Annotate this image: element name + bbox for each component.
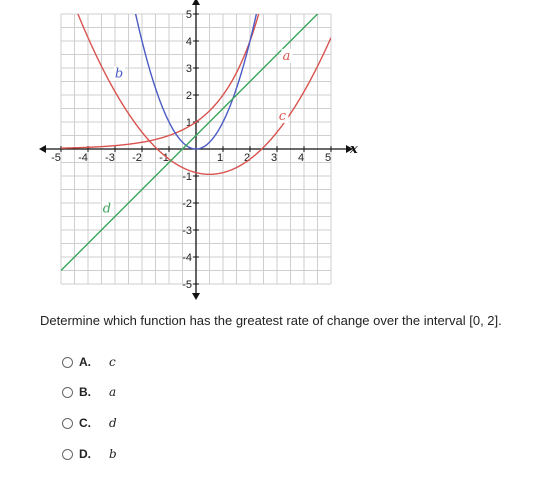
y-tick-label: -4	[182, 252, 192, 264]
radio-button[interactable]	[62, 418, 73, 429]
y-tick-label: -3	[182, 225, 192, 237]
x-tick-label: -5	[51, 152, 61, 164]
radio-button[interactable]	[62, 449, 73, 460]
y-tick-label: -1	[182, 171, 192, 183]
option-value: a	[109, 385, 117, 399]
y-axis-arrow-down	[192, 293, 200, 300]
x-tick-label: -2	[132, 152, 142, 164]
option-value: c	[109, 355, 116, 369]
x-tick-label: 2	[243, 152, 251, 164]
x-tick-label: -4	[78, 152, 88, 164]
radio-button[interactable]	[62, 387, 73, 398]
x-tick-label: 5	[324, 152, 332, 164]
y-tick-label: 5	[185, 9, 192, 21]
curve-label-c: c	[278, 108, 287, 124]
y-tick-label: 1	[185, 117, 192, 129]
x-tick-label: -3	[105, 152, 115, 164]
option-letter: A.	[79, 355, 91, 369]
y-tick-label: 3	[185, 63, 192, 75]
x-axis-arrow-left	[39, 145, 46, 153]
option-letter: C.	[79, 416, 91, 430]
curve-label-a: a	[282, 48, 291, 64]
curve-label-d: d	[102, 201, 112, 217]
option-d[interactable]	[62, 444, 117, 464]
x-axis-name: x	[350, 142, 358, 157]
x-tick-label: 1	[216, 152, 224, 164]
radio-button[interactable]	[62, 357, 73, 368]
y-tick-label: -5	[182, 279, 192, 291]
option-a[interactable]	[62, 352, 116, 372]
x-tick-label: 4	[297, 152, 305, 164]
question-text: Determine which function has the greatest rate of change over the interval [0, 2].	[40, 313, 502, 328]
option-value: d	[109, 416, 117, 430]
y-axis-arrow-up	[192, 0, 200, 5]
option-letter: B.	[79, 385, 91, 399]
option-letter: D.	[79, 447, 91, 461]
axes	[39, 0, 353, 300]
y-tick-label: -2	[182, 198, 192, 210]
curve-label-b: b	[114, 66, 124, 82]
x-tick-label: -1	[159, 152, 169, 164]
y-tick-label: 2	[185, 90, 192, 102]
option-value: b	[109, 447, 117, 461]
option-b[interactable]	[62, 382, 116, 402]
option-c[interactable]	[62, 413, 117, 433]
x-tick-label: 3	[270, 152, 278, 164]
y-tick-label: 4	[185, 36, 192, 48]
